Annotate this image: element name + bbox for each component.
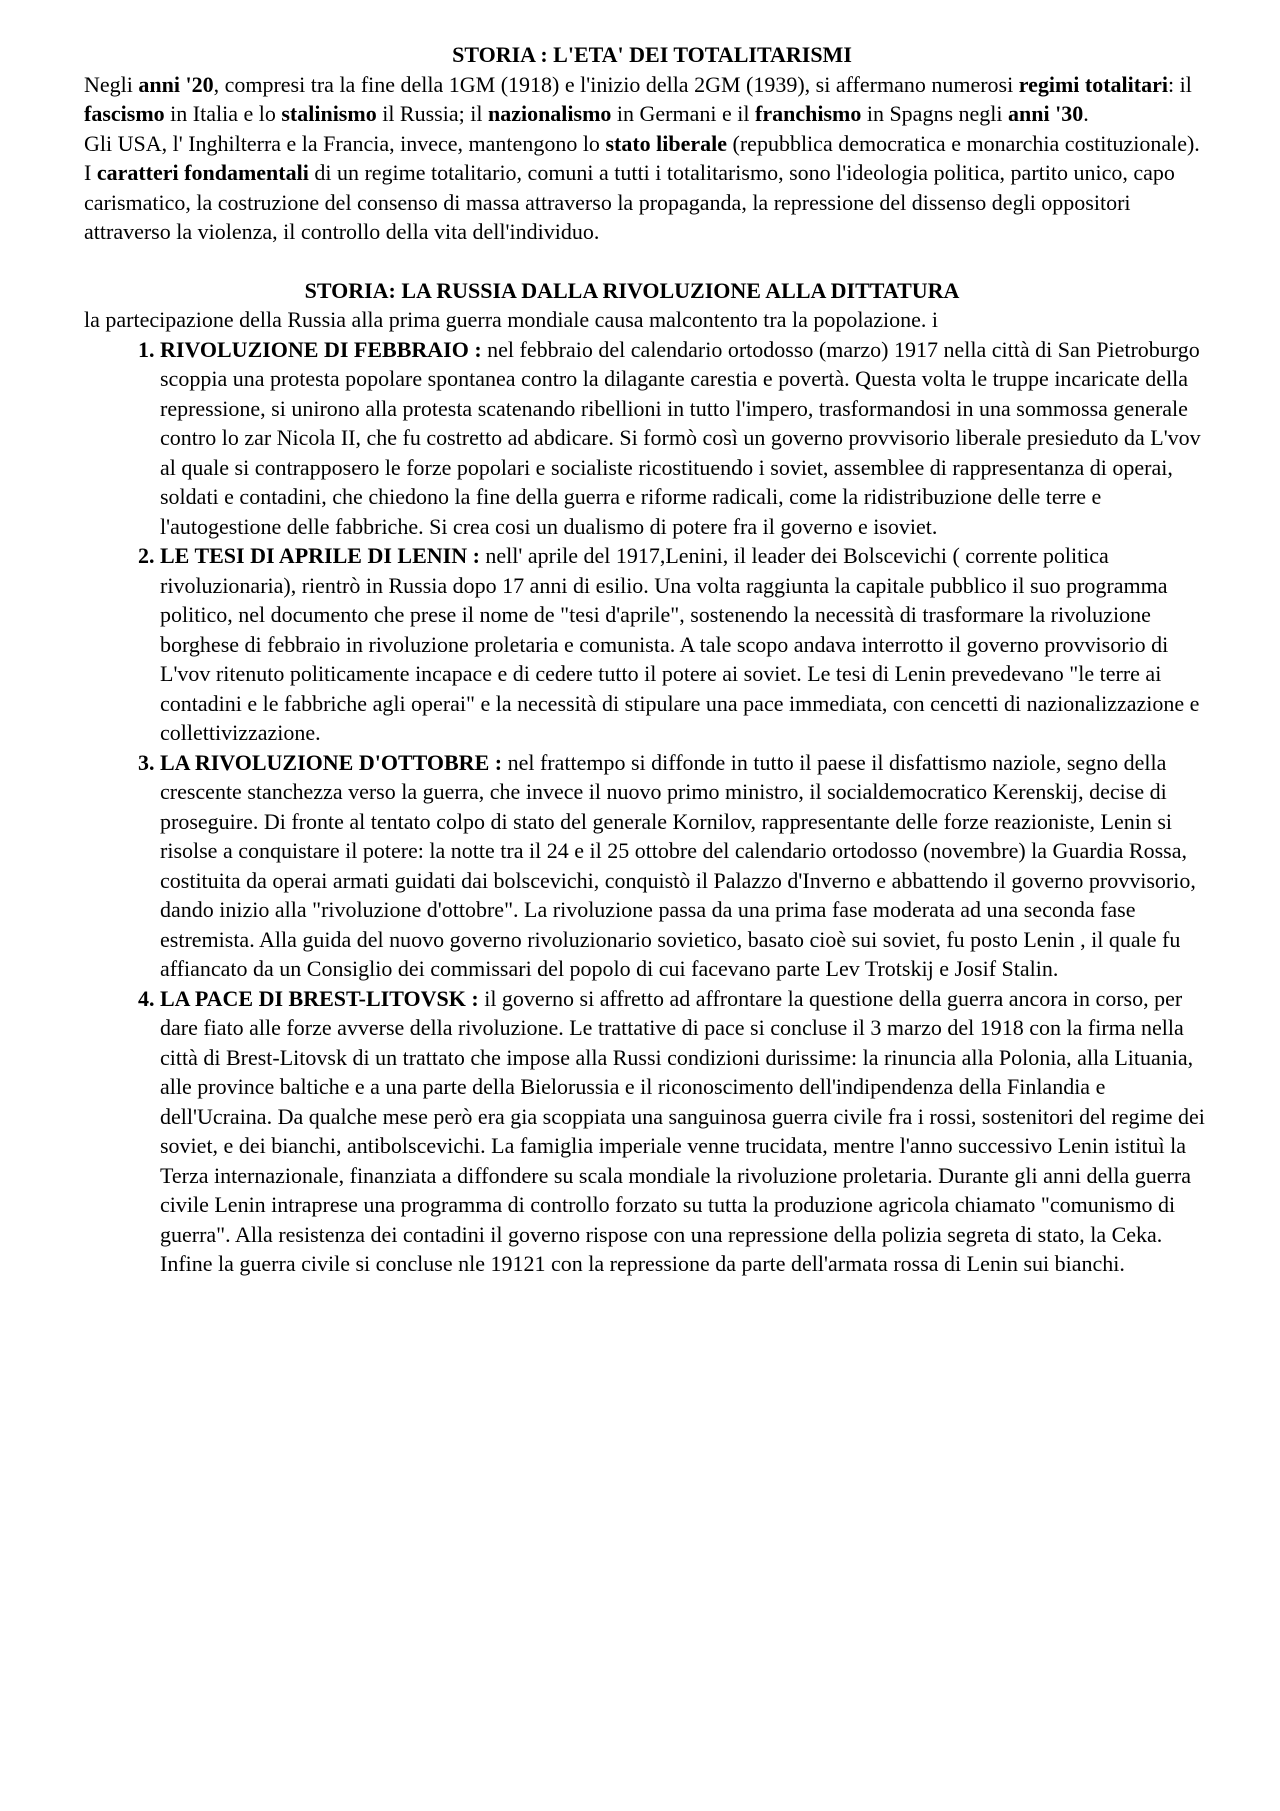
text-run: : il (1167, 71, 1192, 97)
section-title-totalitarismi: STORIA : L'ETA' DEI TOTALITARISMI (452, 42, 852, 67)
paragraph-caratteri (84, 158, 1220, 247)
list-item-text: nel frattempo si diffonde in tutto il paese il disfattismo naziole, segno della crescente stanchezza verso la guerra, che invece il nuovo primo ministro, il socialdemocratico Kerenskij, decise di proseguire. Di fronte al tentato colpo di stato del generale Kornilov, rappresentante delle forze reazioniste, Lenin si risolse a conquistare il potere: la notte tra il 24 e il 25 ottobre del calendario ortodosso (novembre) la Guardia Rossa, costituita da operai armati guidati dai bolscevichi, conquistò il Palazzo d'Inverno e abbattendo il governo provvisorio, dando inizio alla "rivoluzione d'ottobre". La rivoluzione passa da una prima fase moderata ad una seconda fase estremista. Alla guida del nuovo governo rivoluzionario sovietico, basato cioè sui soviet, fu posto Lenin , il quale fu affiancato da un Consiglio dei commissari del popolo di cui facevano parte Lev Trotskij e Josif Stalin. (160, 749, 1196, 981)
text-run: in Italia e lo (164, 101, 282, 126)
bold-term: stato liberale (605, 130, 728, 156)
list-item (160, 541, 1220, 748)
list-item-text: il governo si affretto ad affrontare la questione della guerra ancora in corso, per dare fiato alle forze avverse della rivoluzione. Le trattative di pace si concluse il 3 marzo del 1918 con la firma nella città di Brest-Litovsk di un trattato che impose alla Russi condizioni durissime: la rinuncia alla Polonia, alla Lituania, alle province baltiche e a una parte della Bielorussia e il riconoscimento dell'indipendenza della Finlandia e dell'Ucraina. Da qualche mese però era gia scoppiata una sanguinosa guerra civile fra i rossi, sostenitori del regime dei soviet, e dei bianchi, antibolscevichi. La famiglia imperiale venne trucidata, mentre l'anno successivo Lenin istituì la Terza internazionale, finanziata a diffondere su scala mondiale la rivoluzione proletaria. Durante gli anni della guerra civile Lenin intraprese una programma di controllo forzato su tutta la produzione agricola chiamato "comunismo di guerra". Alla resistenza dei contadini il governo rispose con una repressione della polizia segreta di stato, la Ceka. Infine la guerra civile si concluse nle 19121 con la repressione da parte dell'armata rossa di Lenin sui bianchi. (160, 985, 1205, 1276)
list-item (160, 984, 1220, 1279)
paragraph-stati-liberali (84, 129, 1220, 159)
bold-term: stalinismo (281, 101, 377, 126)
numbered-list (84, 335, 1220, 1279)
bold-term: regimi totalitari (1018, 71, 1168, 97)
list-item-text: nell' aprile del 1917,Lenini, il leader dei Bolscevichi ( corrente politica rivoluzionaria), rientrò in Russia dopo 17 anni di esilio. Una volta raggiunta la capitale pubblico il suo programma politico, nel documento che prese il nome de "tesi d'aprile", sostenendo la necessità di trasformare la rivoluzione borghese di febbraio in rivoluzione proletaria e comunista. A tale scopo andava interrotto il governo provvisorio di L'vov ritenuto politicamente incapace e di cedere tutto il potere ai soviet. Le tesi di Lenin prevedevano "le terre ai contadini e le fabbriche agli operai" e la necessità di stipulare una pace immediata, con cencetti di nazionalizzazione e collettivizzazione. (160, 543, 1200, 745)
list-item-heading: LA PACE DI BREST-LITOVSK : (160, 985, 479, 1011)
paragraph-intro-russia: la partecipazione della Russia alla prima guerra mondiale causa malcontento tra la popolazione. i (84, 307, 938, 332)
list-item-heading: LE TESI DI APRILE DI LENIN : (160, 543, 480, 568)
section-title-russia: STORIA: LA RUSSIA DALLA RIVOLUZIONE ALLA DITTATURA (304, 277, 960, 303)
paragraph-regimi (84, 70, 1220, 129)
bold-term: anni '20 (138, 71, 214, 97)
document-page (84, 40, 1220, 1279)
bold-term: anni '30 (1008, 101, 1084, 126)
bold-term: fascismo (84, 101, 165, 126)
text-run: I (84, 160, 97, 185)
text-run: in Germani e il (611, 101, 755, 126)
bold-term: nazionalismo (487, 101, 612, 126)
bold-term: caratteri fondamentali (96, 160, 309, 185)
list-item (160, 335, 1220, 542)
text-run: . (1083, 101, 1089, 126)
text-run: , compresi tra la fine della 1GM (1918) e l'inizio della 2GM (1939), si affermano numerosi (213, 71, 1019, 97)
text-run: di un regime totalitario, comuni a tutti i totalitarismo, sono l'ideologia politica, partito unico, capo carismatico, la costruzione del consenso di massa attraverso la propaganda, la repressione del dissenso degli oppositori attraverso la violenza, il controllo della vita dell'individuo. (84, 160, 1175, 244)
text-run: Negli (84, 71, 139, 97)
text-run: (repubblica democratica e monarchia costituzionale). (727, 130, 1200, 156)
bold-term: franchismo (755, 101, 862, 126)
text-run: in Spagns negli (861, 101, 1008, 126)
list-item-heading: LA RIVOLUZIONE D'OTTOBRE : (160, 749, 503, 775)
list-item-text: nel febbraio del calendario ortodosso (marzo) 1917 nella città di San Pietroburgo scoppia una protesta popolare spontanea contro la dilagante carestia e povertà. Questa volta le truppe incaricate della repressione, si unirono alla protesta scatenando ribellioni in tutto l'impero, trasformandosi in una sommossa generale contro lo zar Nicola II, che fu costretto ad abdicare. Si formò così un governo provvisorio liberale presieduto da L'vov al quale si contrapposero le forze popolari e socialiste ricostituendo i soviet, assemblee di rappresentanza di operai, soldati e contadini, che chiedono la fine della guerra e riforme radicali, come la ridistribuzione delle terre e l'autogestione delle fabbriche. Si crea cosi un dualismo di potere fra il governo e isoviet. (160, 336, 1201, 539)
text-run: Gli USA, l' Inghilterra e la Francia, invece, mantengono lo (84, 130, 606, 156)
list-item (160, 748, 1220, 984)
text-run: il Russia; il (376, 101, 488, 126)
list-item-heading: RIVOLUZIONE DI FEBBRAIO : (160, 336, 482, 362)
